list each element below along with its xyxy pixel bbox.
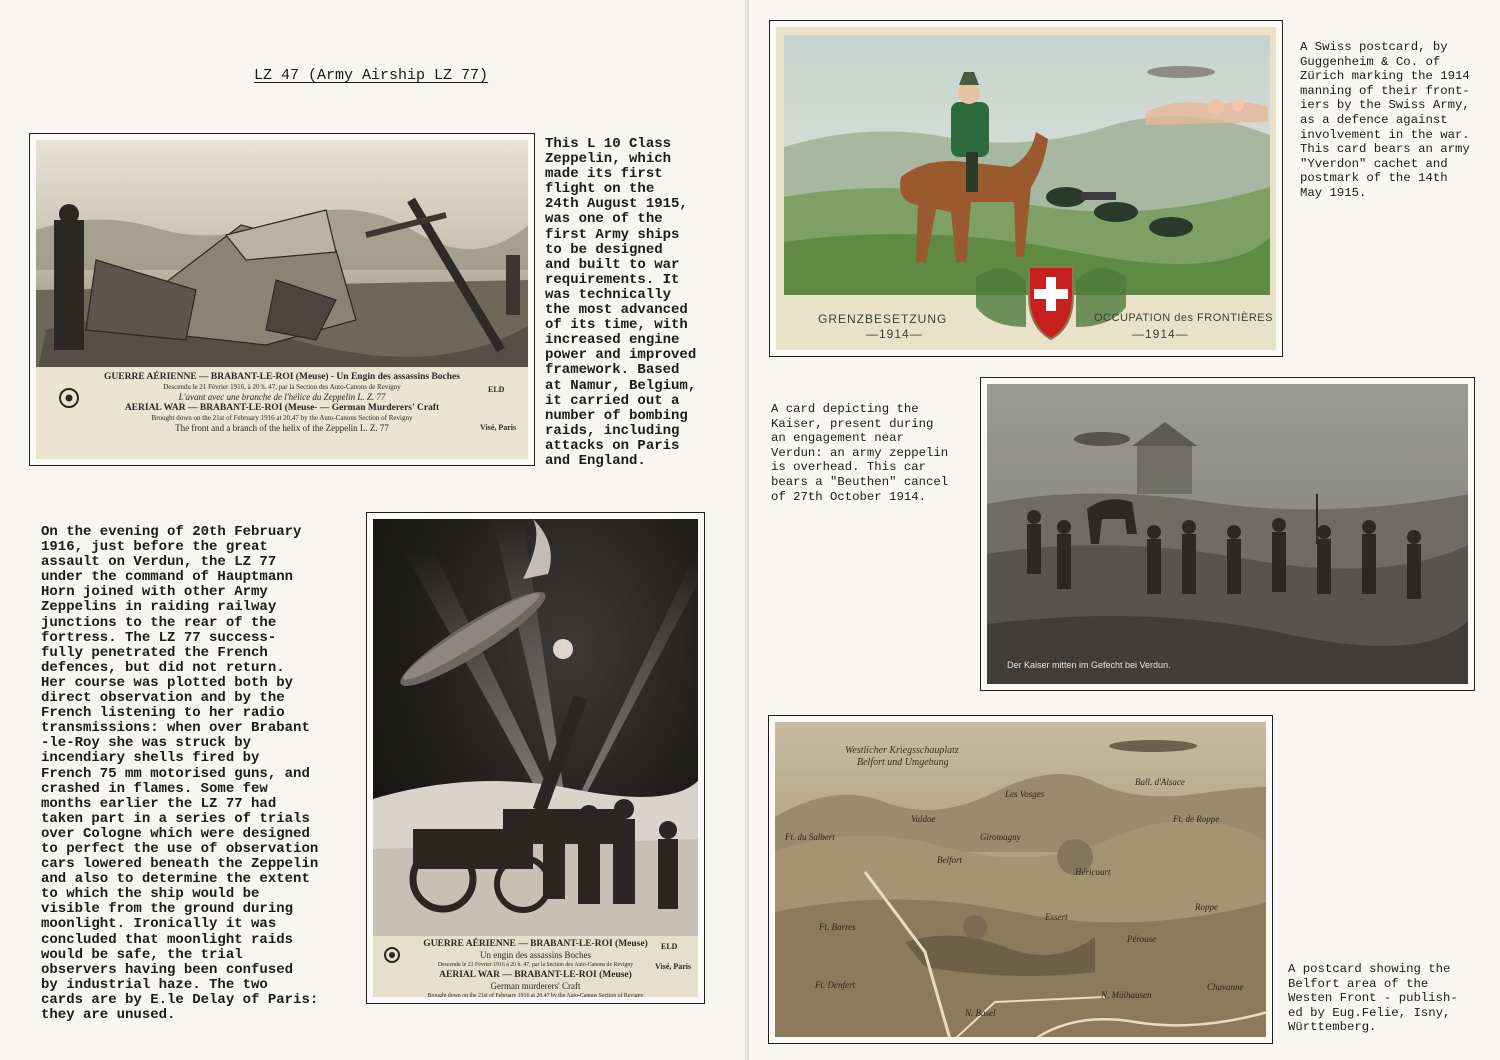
swiss-postcard-face [776, 27, 1276, 350]
swiss-cavalry-scene [776, 27, 1276, 350]
belfort-postcard [768, 715, 1273, 1044]
belfort-place-10: Chavanne [1207, 982, 1244, 992]
swiss-year-left: —1914— [866, 327, 923, 341]
belfort-place-4: N. Mülhausen [1101, 990, 1152, 1000]
kaiser-caption: Der Kaiser mitten im Gefecht bei Verdun. [1007, 660, 1171, 670]
wreck-caption-fr-sub: L'avant avec une branche de l'hélice du Zeppelin L. Z. 77 [178, 392, 386, 402]
kaiser-postcard-face [987, 384, 1468, 684]
night-gun-scene [373, 519, 698, 949]
gun-postcard [366, 512, 705, 1004]
kaiser-battle-scene [987, 384, 1468, 684]
swiss-year-right: —1914— [1132, 327, 1189, 341]
wreck-caption-en-sub: The front and a branch of the helix of the Zeppelin L. Z. 77 [175, 423, 389, 433]
page-title: LZ 47 (Army Airship LZ 77) [254, 67, 489, 84]
publisher-seal-icon [58, 387, 80, 409]
gun-caption-en-detail: Brought down on the 21st of February 1916 at 20,47 by the Auto-Canons Section of Revigny [427, 993, 644, 997]
belfort-place-11: Héricourt [1075, 867, 1111, 877]
gun-caption-en-title: AERIAL WAR — BRABANT-LE-ROI (Meuse) [439, 970, 632, 980]
wreck-caption-en-detail: Brought down on the 21st of February 1916 at 20,47 by the Auto-Canons Section of Revigny [151, 414, 413, 422]
publisher-seal-icon [383, 946, 401, 964]
belfort-text: A postcard showing the Belfort area of the Westen Front - publish- ed by Eug.Felie, Isny, Württemberg. [1288, 962, 1458, 1035]
gun-publisher-place: Visé, Paris [655, 962, 692, 971]
belfort-place-1: Belfort [937, 855, 962, 865]
belfort-postcard-face [775, 722, 1266, 1037]
belfort-place-14: Ball. d'Alsace [1135, 777, 1185, 787]
belfort-place-0: Valdoe [911, 814, 936, 824]
wreck-publisher-place: Visé, Paris [480, 423, 517, 432]
kaiser-postcard [980, 377, 1475, 691]
belfort-place-6: Ft. du Salbert [785, 832, 835, 842]
belfort-place-13: Les Vosges [1005, 789, 1045, 799]
belfort-place-2: Ft. Denfert [815, 980, 855, 990]
belfort-title-1: Westlicher Kriegsschauplatz [845, 745, 959, 756]
gun-caption-fr-detail: Descendu le 21 Février 1916 à 20 h. 47, par la Section des Auto-Canons de Revigny [437, 962, 634, 968]
belfort-place-8: Ft. Barres [819, 922, 856, 932]
wreck-caption-en-title: AERIAL WAR — BRABANT-LE-ROI (Meuse- — German Murderers' Craft [124, 403, 440, 413]
wreck-postcard [29, 133, 535, 466]
swiss-label-right: OCCUPATION des FRONTIÈRES [1094, 312, 1273, 324]
kaiser-text: A card depicting the Kaiser, present during an engagement near Verdun: an army zeppelin is overhead. This car bears a "Beuthen" cancel of 27th October 1914. [771, 402, 949, 504]
belfort-place-5: Giromagny [980, 832, 1021, 842]
swiss-label-left: GRENZBESETZUNG [818, 312, 948, 326]
intro-text: This L 10 Class Zeppelin, which made its first flight on the 24th August 1915, was one of the first Army ships to be designed and built to war requirements. It was technically the most advanced of its time, with increased engine power and improved framework. Based at Namur, Belgium, it carried out a number of bombing raids, including attacks on Paris and England. [545, 136, 697, 469]
wreck-postcard-face [36, 140, 528, 459]
gun-caption-fr-sub: Un engin des assassins Boches [480, 950, 591, 960]
wreck-caption [36, 367, 528, 459]
belfort-place-9: Pérouse [1127, 934, 1157, 944]
belfort-place-7: Ft. de Roppe [1173, 814, 1220, 824]
gun-caption [373, 936, 698, 997]
wreck-photo [36, 140, 528, 380]
wreck-caption-fr-detail: Descendu le 21 Février 1916, à 20 h. 47, par la Section des Auto-Canons de Revigny [163, 383, 401, 391]
gun-caption-en-sub: German murderers' Craft [490, 981, 581, 991]
belfort-place-12: Essert [1045, 912, 1068, 922]
swiss-text: A Swiss postcard, by Guggenheim & Co. of Zürich marking the 1914 manning of their front- iers by the Swiss Army, as a defence against involvement in the war. This card bears an army "Yverdon" cachet and postmark of the 14th May 1915. [1300, 40, 1470, 200]
belfort-title-2: Belfort und Umgebung [857, 757, 949, 768]
gun-caption-fr-title: GUERRE AÉRIENNE — BRABANT-LE-ROI (Meuse) [423, 939, 648, 949]
swiss-postcard [769, 20, 1283, 357]
wreck-caption-fr-title: GUERRE AÉRIENNE — BRABANT-LE-ROI (Meuse) - Un Engin des assassins Boches [104, 372, 460, 382]
belfort-place-3: N. Basel [965, 1008, 996, 1018]
belfort-place-15: Roppe [1195, 902, 1218, 912]
history-text: On the evening of 20th February 1916, just before the great assault on Verdun, the LZ 77 under the command of Hauptmann Horn joined with other Army Zeppelins in raiding railway junctions to the rear of the fortress. The LZ 77 success- fully penetrated the French defences, but did not return. Her course was plotted both by direct observation and by the French listening to her radio transmissions: when over Brabant -le-Roy she was struck by incendiary shells fired by French 75 mm motorised guns, and crashed in flames. Some few months earlier the LZ 77 had taken part in a series of trials over Cologne which were designed to perfect the use of observation cars lowered beneath the Zeppelin and also to determine the extent to which the ship would be visible from the ground during moonlight. Ironically it was concluded that moonlight raids would be safe, the trial observers having been confused by industrial haze. The two cards are by E.le Delay of Paris: they are unused. [41, 524, 319, 1023]
gun-publisher-mark: ELD [661, 942, 678, 951]
wreck-publisher-mark: ELD [488, 385, 505, 394]
gun-postcard-face [373, 519, 698, 997]
